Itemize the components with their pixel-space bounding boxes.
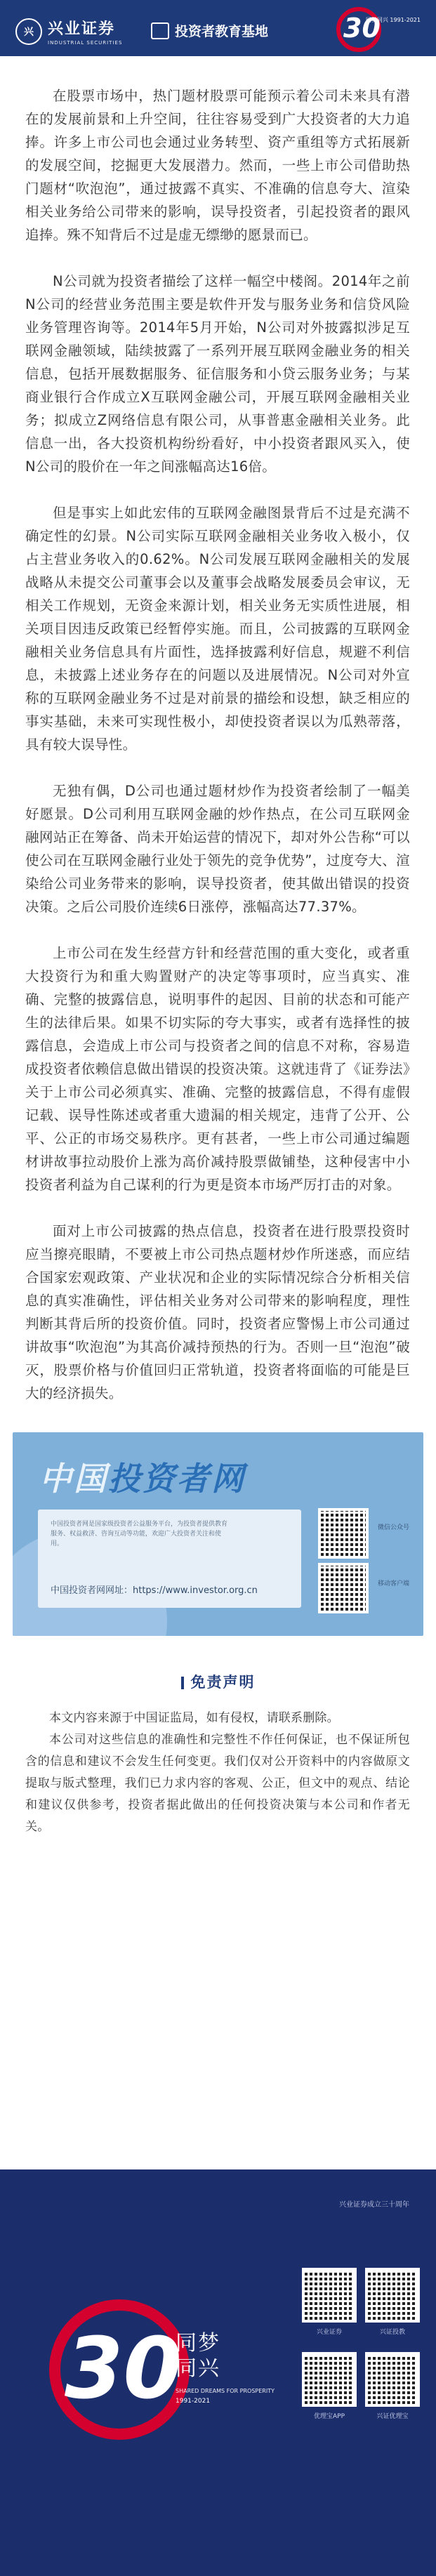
qr-code-icon: [302, 2352, 357, 2407]
wechat-qr-code-icon: [318, 1508, 369, 1559]
anniversary-number: 30: [343, 13, 381, 44]
article-paragraph: 在股票市场中，热门题材股票可能预示着公司未来具有潜在的发展前景和上升空间，往往容易受到广大投资者的大力追捧。许多上市公司也会通过业务转型、资产重组等方式拓展新的发展空间，挖掘更大发展潜力。然而，一些上市公司借助热门题材“吹泡泡”，通过披露不真实、不准确的信息夸大、渲染相关业务给公司带来的影响，误导投资者，引起投资者的跟风追捧。殊不知背后不过是虚无缥缈的愿景而已。: [25, 88, 410, 243]
article-paragraph: 上市公司在发生经营方针和经营范围的重大变化，或者重大投资行为和重大购置财产的决定等事项时，应当真实、准确、完整的披露信息，说明事件的起因、目前的状态和可能产生的法律后果。如果不切实际的夸大事实，或者有选择性的披露信息，会造成上市公司与投资者之间的信息不对称，容易造成投资者依赖信息做出错误的投资决策。这就违背了《证券法》关于上市公司必须真实、准确、完整的披露信息，不得有虚假记载、误导性陈述或者重大遗漏的相关规定，违背了公开、公平、公正的市场交易秩序。更有甚者，一些上市公司通过编题材讲故事拉动股价上涨为高价减持股票做铺垫，这种侵害中小投资者利益为自己谋利的行为更是资本市场严厉打击的对象。: [25, 945, 410, 1193]
qr-caption: 兴业证券: [316, 2329, 342, 2336]
article-body: [25, 84, 410, 1428]
article-paragraph: 面对上市公司披露的热点信息，投资者在进行股票投资时应当擦亮眼睛，不要被上市公司热点题材炒作所迷惑，而应结合国家宏观政策、产业状况和企业的实际情况综合分析相关信息的真实准确性，评估相关业务对公司带来的影响程度，理性判断其背后所的投资价值。同时，投资者应警惕上市公司通过讲故事“吹泡泡”为其高价减持预热的行为。否则一旦“泡泡”破灭，股票价格与价值回归正常轨道，投资者将面临的可能是巨大的经济损失。: [25, 1223, 410, 1401]
qr-code-icon: [365, 2268, 420, 2323]
brand-name-en: INDUSTRIAL SECURITIES: [48, 40, 123, 46]
qr-caption: 兴证投教: [379, 2329, 405, 2336]
article-paragraph: 但是事实上如此宏伟的互联网金融图景背后不过是充满不确定性的幻景。N公司实际互联网金融相关业务收入极小，仅占主营业务收入的0.62%。N公司发展互联网金融相关的发展战略从未提交公司董事会以及董事会战略发展委员会审议，无相关工作规划，无资金来源计划，相关业务无实质性进展，相关项目因违反政策已经暂停实施。而且，公司披露的互联网金融相关业务信息具有片面性，选择披露利好信息，规避不利信息，未披露上述业务存在的问题以及进展情况。N公司对外宣称的互联网金融业务不过是对前景的描绘和设想，缺乏相应的事实基础，未来可实现性极小，却使投资者误以为瓜熟蒂落，具有较大误导性。: [25, 505, 410, 753]
qr-caption: 兴证优理宝: [376, 2413, 409, 2420]
title-bar-icon: [181, 1677, 184, 1689]
anniversary-badge: [322, 4, 421, 53]
banner-title: 中国投资者网: [39, 1460, 246, 1498]
edu-base-label: 投资者教育基地: [175, 24, 269, 39]
brand-name: 兴业证券: [48, 20, 116, 38]
banner-website[interactable]: 中国投资者网网址：https://www.investor.org.cn: [51, 1585, 258, 1596]
investor-education-base-logo: [151, 21, 268, 40]
qr-code-icon: [302, 2268, 357, 2323]
qr-caption: 优理宝APP: [313, 2413, 345, 2420]
footer-slogan: 同梦 同兴 SHARED DREAMS FOR PROSPERITY 1991-2021: [176, 2331, 275, 2405]
big-30-logo: 30: [28, 2278, 197, 2461]
article-paragraph: N公司就为投资者描绘了这样一幅空中楼阁。2014年之前N公司的经营业务范围主要是软件开发与服务业务和信贷风险业务管理咨询等。2014年5月开始，N公司对外披露拟涉足互联网金融领域，陆续披露了一系列开展互联网金融业务的相关信息，包括开展数据服务、征信服务和小贷云服务业务；与某商业银行合作成立X互联网金融公司，开展互联网金融相关业务；拟成立Z网络信息有限公司，从事普惠金融相关业务。此信息一出，各大投资机构纷纷看好，中小投资者跟风买入，使N公司的股价在一年之间涨幅高达16倍。: [25, 273, 410, 475]
anniversary-tag: 同梦同兴 1991-2021: [365, 17, 421, 23]
disclaimer-paragraph: 本文内容来源于中国证监局，如有侵权，请联系删除。: [49, 1711, 339, 1725]
qr-caption: 移动客户端: [378, 1580, 410, 1587]
app-qr-code-icon: [318, 1563, 369, 1613]
disclaimer-title: 免责声明: [0, 1671, 436, 1692]
china-investor-network-banner[interactable]: [13, 1432, 423, 1636]
footer-corner-text: 兴业证券成立三十周年: [339, 2201, 409, 2209]
banner-description: 中国投资者网是国家级投资者公益服务平台，为投资者提供教育服务、权益救济、咨询互动等功能，欢迎广大投资者关注和使用。: [51, 1521, 228, 1547]
banner-info-box: [38, 1510, 301, 1608]
article-paragraph: 无独有偶，D公司也通过题材炒作为投资者绘制了一幅美好愿景。D公司利用互联网金融的炒作热点，在公司互联网金融网站正在筹备、尚未开始运营的情况下，却对外公告称“可以使公司在互联网金融行业处于领先的竞争优势”，过度夸大、渲染给公司业务带来的影响，误导投资者，使其做出错误的投资决策。之后公司股价连续6日涨停，涨幅高达77.37%。: [25, 783, 410, 915]
brand-mark-icon: 兴: [15, 18, 42, 45]
anniversary-footer: [0, 2169, 436, 2576]
industrial-securities-logo: [15, 17, 122, 46]
qr-caption: 微信公众号: [378, 1524, 410, 1531]
disclaimer-paragraph: 本公司对这些信息的准确性和完整性不作任何保证，也不保证所包含的信息和建议不会发生任何变更。我们仅对公开资料中的内容做原文提取与版式整理，我们已力求内容的客观、公正，但文中的观点、结论和建议仅供参考，投资者据此做出的任何投资决策与本公司和作者无关。: [25, 1733, 410, 1834]
disclaimer-body: [25, 1708, 410, 1838]
qr-code-icon: [365, 2352, 420, 2407]
page-header: [0, 0, 436, 56]
education-icon: [151, 22, 169, 39]
